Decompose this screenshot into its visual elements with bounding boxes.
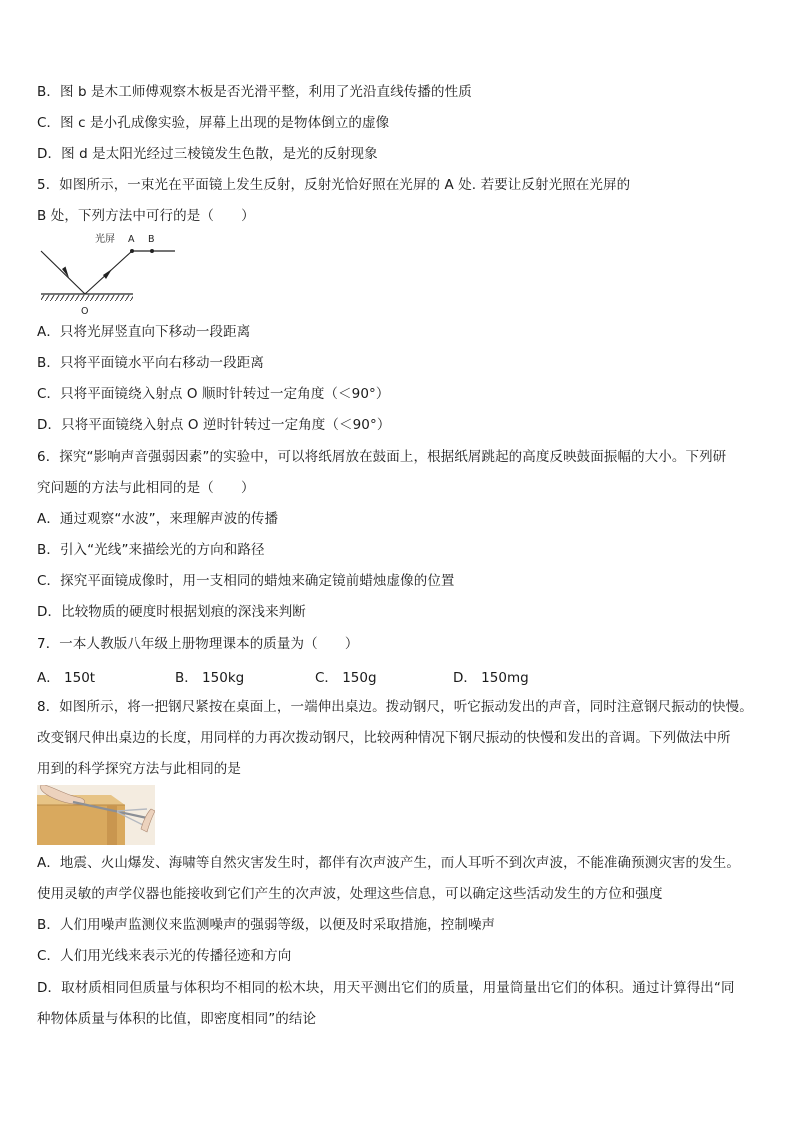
- q5-stem-line2: B 处，下列方法中可行的是（ ）: [37, 208, 255, 224]
- q7-option-c: C． 150g: [315, 670, 377, 686]
- q6-stem-line1: 6．探究“影响声音强弱因素”的实验中，可以将纸屑放在鼓面上，根据纸屑跳起的高度反映鼓面振幅的大小。下列研: [37, 449, 727, 465]
- q4-option-d: D．图 d 是太阳光经过三棱镜发生色散，是光的反射现象: [37, 146, 378, 162]
- q8-option-d-line1: D．取材质相同但质量与体积均不相同的松木块，用天平测出它们的质量，用量筒量出它们的体积。通过计算得出“同: [37, 980, 735, 996]
- label-a: A: [128, 234, 135, 245]
- q8-option-c: C．人们用光线来表示光的传播径迹和方向: [37, 948, 292, 964]
- q4-option-b: B．图 b 是木工师傅观察木板是否光滑平整，利用了光沿直线传播的性质: [37, 84, 472, 100]
- reflected-arrow: [103, 269, 112, 279]
- q7-option-b: B． 150kg: [175, 670, 245, 686]
- q7-stem: 7．一本人教版八年级上册物理课本的质量为（ ）: [37, 636, 359, 652]
- q6-stem-line2: 究问题的方法与此相同的是（ ）: [37, 480, 255, 496]
- q5-option-b: B．只将平面镜水平向右移动一段距离: [37, 355, 264, 371]
- q8-stem-line3: 用到的科学探究方法与此相同的是: [37, 761, 241, 777]
- q6-option-a: A．通过观察“水波”，来理解声波的传播: [37, 511, 279, 527]
- q5-option-a: A．只将光屏竖直向下移动一段距离: [37, 324, 251, 340]
- q8-option-a-line2: 使用灵敏的声学仪器也能接收到它们产生的次声波，处理这些信息，可以确定这些活动发生的方位和强度: [37, 886, 663, 902]
- q7-option-a: A． 150t: [37, 670, 96, 686]
- q8-ruler-figure: [37, 785, 155, 845]
- label-o: O: [81, 306, 89, 317]
- mirror-hatching: [41, 295, 133, 301]
- q5-stem-line1: 5．如图所示，一束光在平面镜上发生反射，反射光恰好照在光屏的 A 处. 若要让反射光照在光屏的: [37, 177, 631, 193]
- q4-option-c: C．图 c 是小孔成像实验，屏幕上出现的是物体倒立的虚像: [37, 115, 390, 131]
- q8-stem-line1: 8．如图所示，将一把钢尺紧按在桌面上，一端伸出桌边。拨动钢尺，听它振动发出的声音，同时注意钢尺振动的快慢。: [37, 699, 753, 715]
- q5-option-c: C．只将平面镜绕入射点 O 顺时针转过一定角度（＜90°）: [37, 386, 390, 402]
- q8-option-a-line1: A．地震、火山爆发、海啸等自然灾害发生时，都伴有次声波产生，而人耳听不到次声波，不能准确预测灾害的发生。: [37, 855, 740, 871]
- q7-option-d: D． 150mg: [453, 670, 529, 686]
- q6-option-d: D．比较物质的硬度时根据划痕的深浅来判断: [37, 604, 306, 620]
- label-b: B: [148, 234, 155, 245]
- incident-ray: [41, 251, 85, 294]
- q8-option-d-line2: 种物体质量与体积的比值，即密度相同”的结论: [37, 1011, 317, 1027]
- q5-reflection-figure: [36, 228, 186, 318]
- screen-label: 光屏: [95, 234, 115, 245]
- q7-options: [37, 666, 637, 684]
- q8-option-b: B．人们用噪声监测仪来监测噪声的强弱等级，以便及时采取措施，控制噪声: [37, 917, 496, 933]
- q5-option-d: D．只将平面镜绕入射点 O 逆时针转过一定角度（＜90°）: [37, 417, 391, 433]
- point-a-dot: [130, 249, 134, 253]
- point-b-dot: [150, 249, 154, 253]
- q6-option-b: B．引入“光线”来描绘光的方向和路径: [37, 542, 265, 558]
- q8-stem-line2: 改变钢尺伸出桌边的长度，用同样的力再次拨动钢尺，比较两种情况下钢尺振动的快慢和发出的音调。下列做法中所: [37, 730, 731, 746]
- q6-option-c: C．探究平面镜成像时，用一支相同的蜡烛来确定镜前蜡烛虚像的位置: [37, 573, 455, 589]
